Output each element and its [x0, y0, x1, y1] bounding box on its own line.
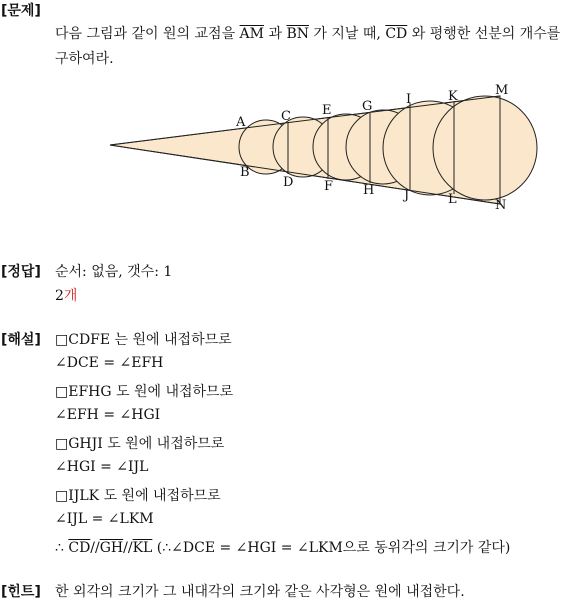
point-label-i: I — [406, 92, 412, 107]
point-label-m: M — [495, 83, 509, 98]
segment-kl: $\overline{KL}$ — [132, 540, 153, 556]
problem-line-2: 구하여라. — [55, 51, 114, 67]
problem-text-a: 다음 그림과 같이 원의 교점을 — [55, 26, 240, 42]
explanation-line-2: ∠DCE = ∠EFH — [55, 355, 164, 371]
answer-line-1: 순서: 없음, 갯수: 1 — [55, 264, 173, 280]
circles-figure — [100, 78, 540, 218]
explanation-line-1: □CDFE 는 원에 내접하므로 — [55, 332, 232, 348]
problem-text-d: 와 평행한 선분의 개수를 — [407, 26, 561, 42]
answer-unit: 개 — [63, 288, 78, 304]
point-label-n: N — [495, 198, 507, 213]
point-label-c: C — [281, 109, 291, 124]
point-label-e: E — [322, 103, 332, 118]
conclusion-therefore: ∴ — [55, 540, 69, 556]
segment-gh: $\overline{GH}$ — [99, 540, 124, 556]
problem-tag: [문제] — [1, 3, 41, 19]
point-label-a: A — [236, 115, 246, 130]
answer-line-2 — [55, 285, 77, 305]
point-label-j: J — [404, 188, 410, 203]
circle-6 — [433, 96, 537, 200]
segment-cd: $\overline{CD}$ — [385, 26, 408, 42]
hint-text: 한 외각의 크기가 그 내대각의 크기와 같은 사각형은 원에 내접한다. — [55, 584, 465, 600]
point-label-f: F — [324, 179, 334, 194]
explanation-line-6: ∠HGI = ∠IJL — [55, 459, 149, 475]
point-label-d: D — [283, 175, 294, 190]
problem-line-1 — [55, 23, 560, 43]
point-label-g: G — [362, 99, 373, 114]
explanation-conclusion — [55, 537, 510, 557]
segment-bn: $\overline{BN}$ — [286, 26, 309, 42]
conclusion-reason: (∴∠DCE = ∠HGI = ∠LKM으로 동위각의 크기가 같다) — [152, 540, 511, 556]
explanation-tag: [해설] — [1, 332, 41, 348]
parallel-sign-2: // — [123, 540, 133, 556]
point-label-l: L — [448, 192, 457, 207]
explanation-line-8: ∠IJL = ∠LKM — [55, 511, 154, 527]
explanation-line-7: □IJLK 도 원에 내접하므로 — [55, 488, 221, 504]
problem-text-c: 가 지날 때, — [308, 26, 386, 42]
answer-tag: [정답] — [1, 264, 41, 280]
hint-tag: [힌트] — [1, 584, 41, 600]
point-label-k: K — [448, 89, 458, 104]
explanation-line-3: □EFHG 도 원에 내접하므로 — [55, 384, 234, 400]
explanation-line-4: ∠EFH = ∠HGI — [55, 407, 161, 423]
explanation-line-5: □GHJI 도 원에 내접하므로 — [55, 436, 225, 452]
answer-number: 2 — [55, 288, 64, 304]
segment-cd-2: $\overline{CD}$ — [68, 540, 91, 556]
problem-text-b: 과 — [264, 26, 287, 42]
point-label-h: H — [363, 183, 375, 198]
parallel-sign-1: // — [90, 540, 100, 556]
segment-am: $\overline{AM}$ — [239, 26, 264, 42]
point-label-b: B — [240, 165, 250, 180]
